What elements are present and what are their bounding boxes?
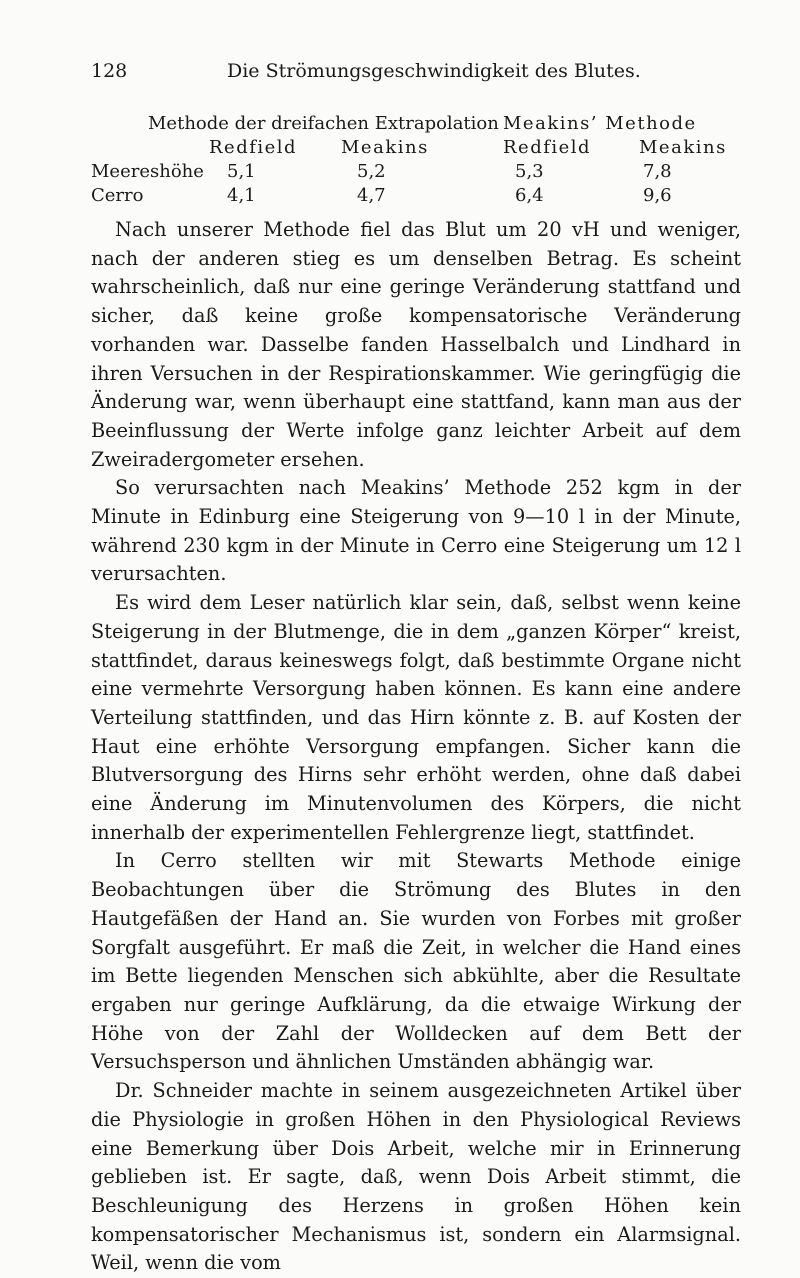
page-number: 128 [91,60,128,82]
table-row [91,184,741,208]
paragraph: In Cerro stellten wir mit Stewarts Methode einige Beobachtungen über die Strömung des Blutes in den Hautgefäßen der Hand an. Sie wurden von Forbes mit großer Sorgfalt ausgeführt. Er maß die Zeit, in welcher die Hand eines im Bette liegenden Menschen sich abkühlte, aber die Resultate ergaben nur geringe Aufklärung, da die etwaige Wirkung der Höhe von der Zahl der Wolldecken auf dem Bett der Versuchsperson und ähnlichen Umständen abhängig war. [91,849,741,1074]
paragraph: Nach unserer Methode fiel das Blut um 20 vH und weniger, nach der anderen stieg es um denselben Betrag. Es scheint wahrscheinlich, daß nur eine geringe Veränderung stattfand und sicher, daß keine große kompensatorische Veränderung vorhanden war. Dasselbe fanden Hasselbalch und Lindhard in ihren Versuchen in der Respirationskammer. Wie geringfügig die Änderung war, wenn überhaupt eine stattfand, kann man aus der Beeinflussung der Werte infolge ganz leichter Arbeit auf dem Zweiradergometer ersehen. [91,218,741,471]
table-column-header: Redfield [209,137,298,158]
paragraph: Dr. Schneider machte in seinem ausgezeichneten Artikel über die Physiologie in großen Höhen in den Physiological Reviews eine Bemerkung über Dois Arbeit, welche mir in Erinnerung geblieben ist. Er sagte, daß, wenn Dois Arbeit stimmt, die Beschleunigung des Herzens in großen Höhen kein kompensatorischer Mechanismus ist, sondern ein Alarmsignal. Weil, wenn die vom [91,1079,741,1275]
table-column-header: Meakins [341,137,429,158]
table-row-label: Cerro [91,185,144,206]
table-cell: 4,7 [357,185,386,206]
table-column-header-row [91,136,741,160]
running-title: Die Strömungsgeschwindigkeit des Blutes. [227,60,641,82]
table-group-header-extrapolation: Methode der dreifachen Extrapolation [148,113,499,134]
running-head [91,60,721,90]
body-text [91,216,741,1278]
paragraph: So verursachten nach Meakins’ Methode 252 kgm in der Minute in Edinburg eine Steigerung von 9—10 l in der Minute, während 230 kgm in der Minute in Cerro eine Steigerung um 12 l verursachten. [91,476,741,586]
table-group-header-meakins: Meakins’ Methode [503,113,697,134]
table-cell: 7,8 [643,161,672,182]
table-cell: 5,1 [227,161,256,182]
table-column-header: Redfield [503,137,592,158]
table-group-header-row [91,112,741,136]
table-column-header: Meakins [639,137,727,158]
data-table [91,112,741,208]
table-cell: 5,3 [515,161,544,182]
table-cell: 6,4 [515,185,544,206]
table-row [91,160,741,184]
table-cell: 5,2 [357,161,386,182]
table-row-label: Meereshöhe [91,161,204,182]
table-cell: 9,6 [643,185,672,206]
table-cell: 4,1 [227,185,256,206]
paragraph: Es wird dem Leser natürlich klar sein, daß, selbst wenn keine Steigerung in der Blutmenge, die in dem „ganzen Körper“ kreist, stattfindet, daraus keineswegs folgt, daß bestimmte Organe nicht eine vermehrte Versorgung haben können. Es kann eine andere Verteilung stattfinden, und das Hirn könnte z. B. auf Kosten der Haut eine erhöhte Versorgung empfangen. Sicher kann die Blutversorgung des Hirns sehr erhöht werden, ohne daß dabei eine Änderung im Minutenvolumen des Körpers, die nicht innerhalb der experimentellen Fehlergrenze liegt, stattfindet. [91,591,741,844]
